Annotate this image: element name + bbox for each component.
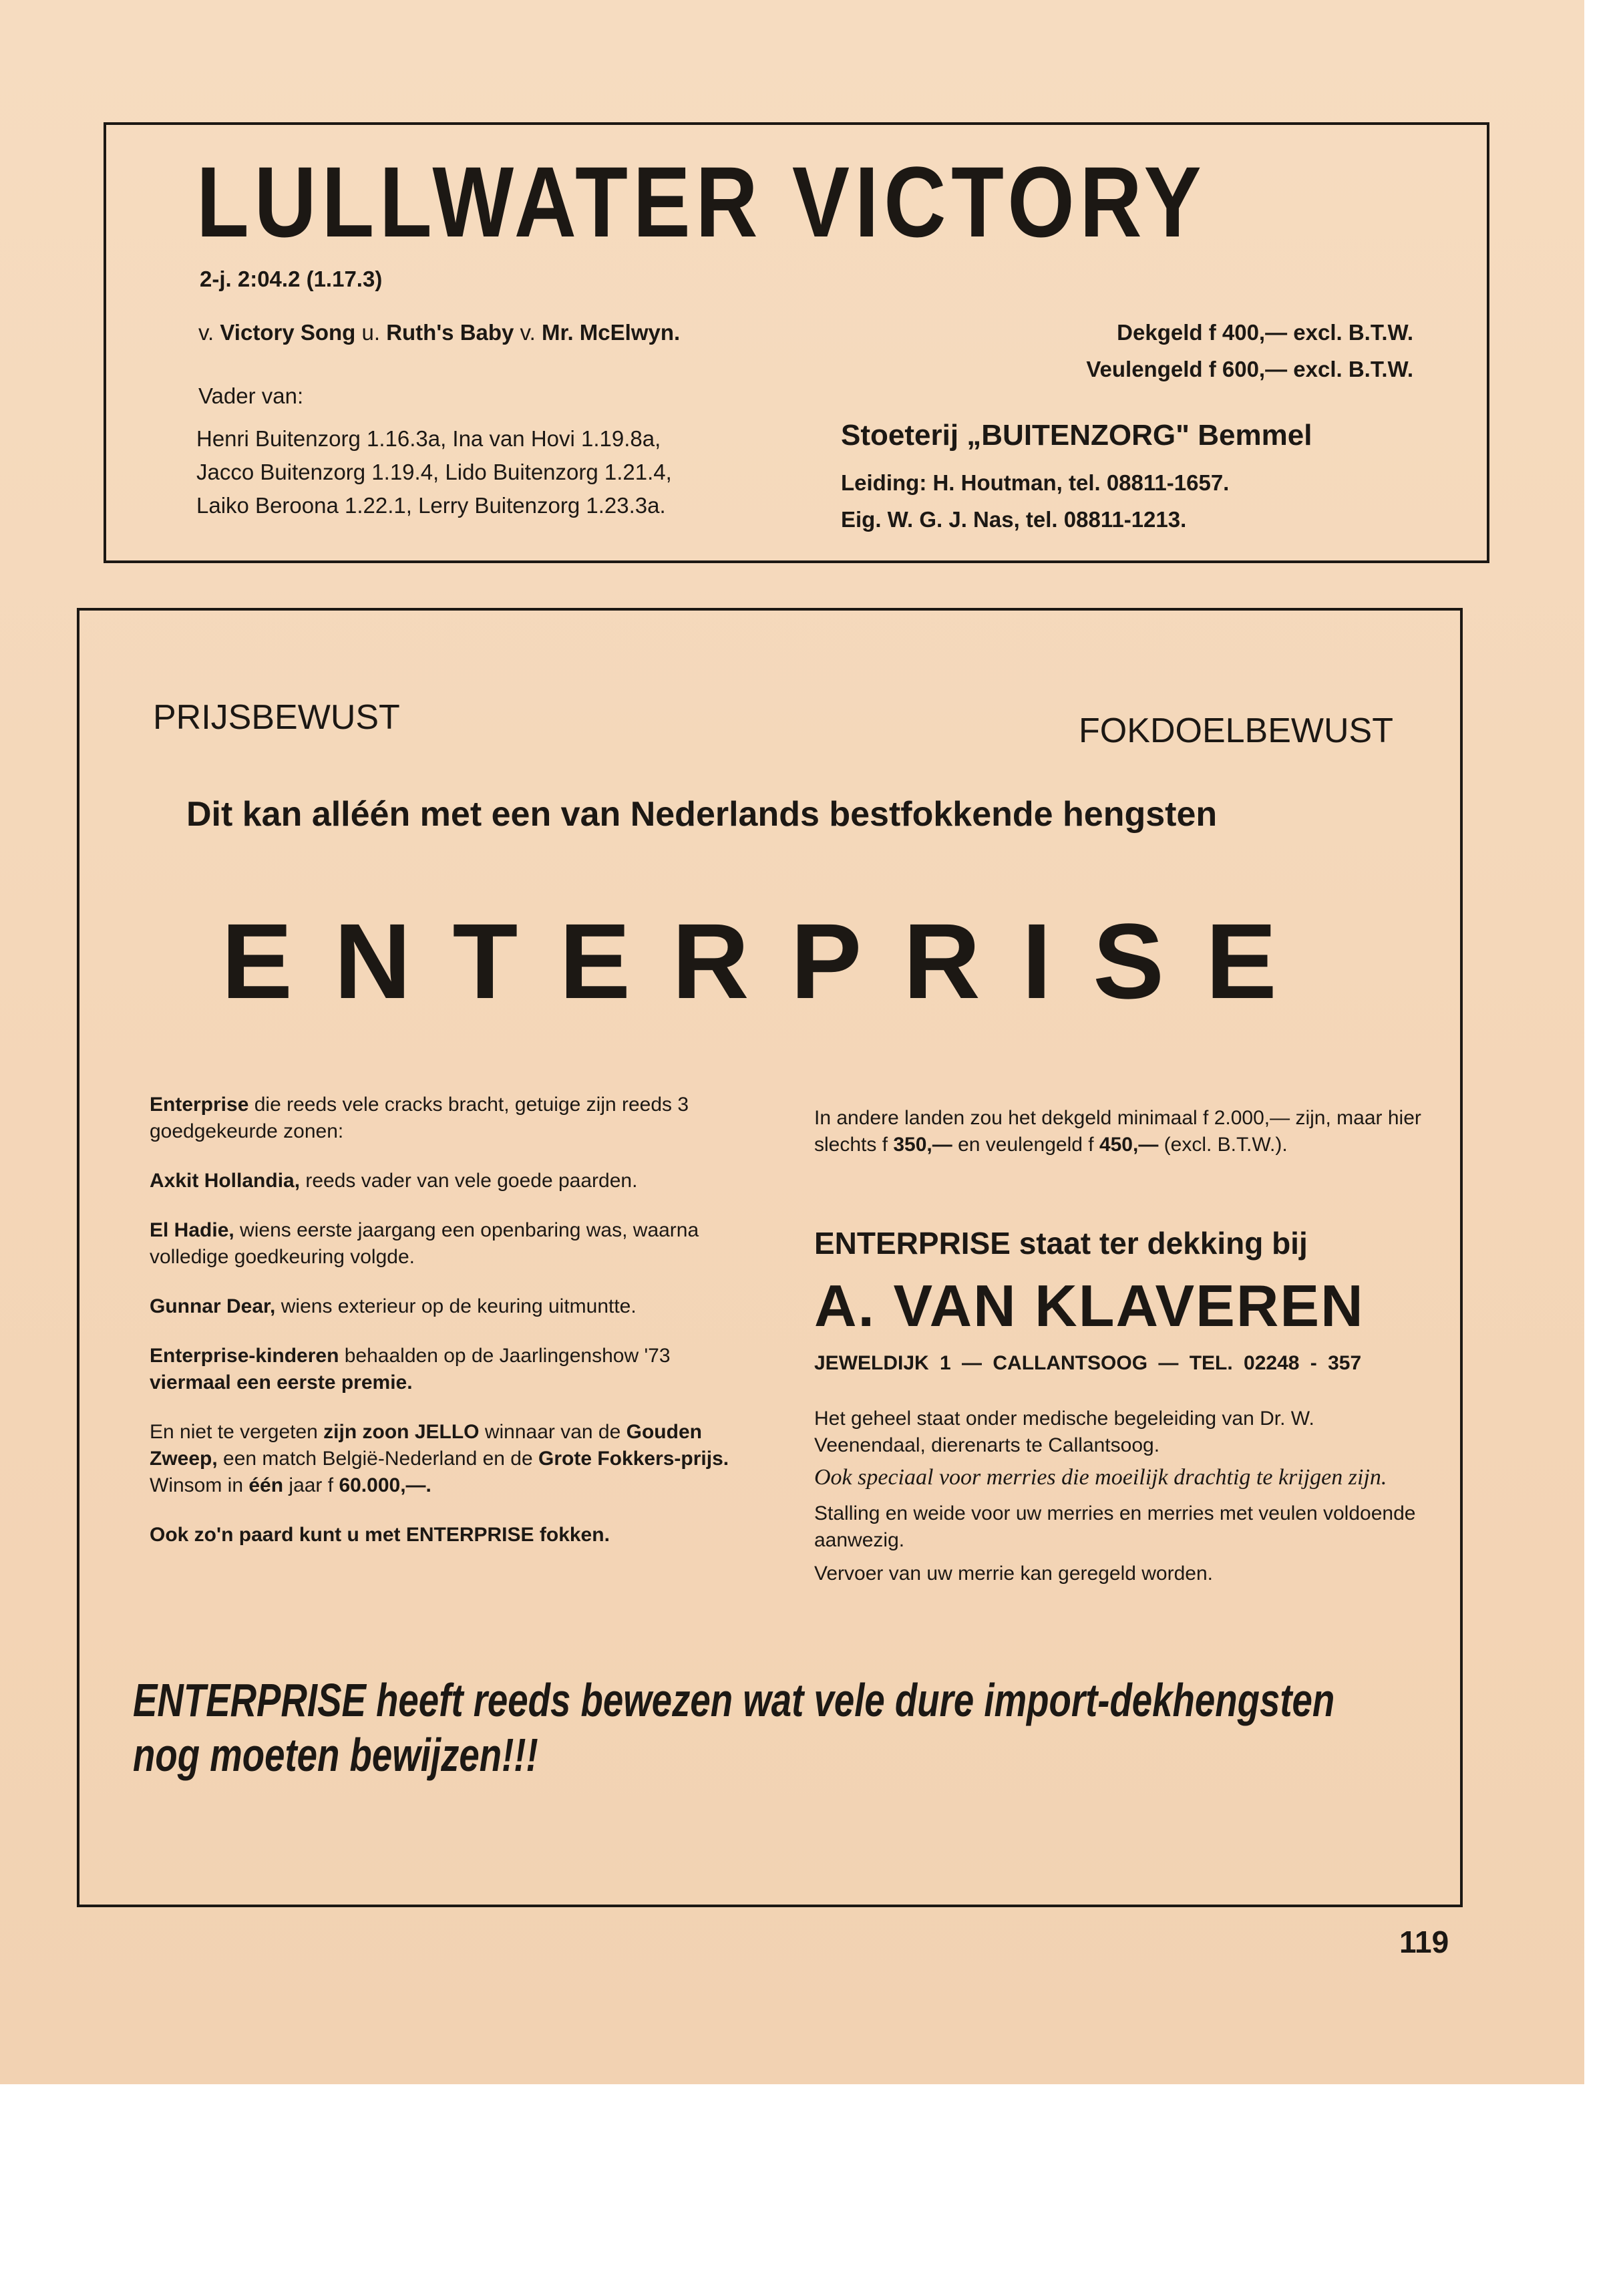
text: wiens exterieur op de keuring uitmuntte. [275, 1295, 637, 1317]
bold-text: El Hadie, [150, 1219, 234, 1241]
paragraph: Vervoer van uw merrie kan geregeld worden. [814, 1563, 1213, 1585]
pedigree-sep2: v. [514, 320, 542, 345]
slogan [133, 1673, 1334, 1782]
paragraph: Ook zo'n paard kunt u met ENTERPRISE fokken. [150, 1524, 610, 1546]
bold-text: Enterprise-kinderen [150, 1345, 339, 1367]
leiding: Leiding: H. Houtman, tel. 08811-1657. [841, 470, 1230, 495]
text: en veulengeld f [952, 1134, 1099, 1156]
bold-text: Axkit Hollandia, [150, 1170, 301, 1192]
text: jaar f [283, 1474, 339, 1496]
stoeterij: Stoeterij „BUITENZORG" Bemmel [841, 419, 1312, 452]
offspring-line: Henri Buitenzorg 1.16.3a, Ina van Hovi 1.19.8a, [196, 426, 661, 451]
paragraph [150, 1168, 751, 1194]
offspring-list [196, 422, 672, 522]
offspring-line: Jacco Buitenzorg 1.19.4, Lido Buitenzorg 1.21.4, [196, 460, 672, 484]
page-number: 119 [1399, 1925, 1449, 1959]
paragraph [814, 1105, 1422, 1158]
eigenaar: Eig. W. G. J. Nas, tel. 08811-1213. [841, 507, 1187, 532]
lullwater-victory-ad [104, 122, 1489, 563]
vader-van-label: Vader van: [198, 383, 304, 408]
veulengeld: Veulengeld f 600,— excl. B.T.W. [1086, 357, 1413, 381]
text: (excl. B.T.W.). [1158, 1134, 1288, 1156]
text: reeds vader van vele goede paarden. [300, 1170, 638, 1192]
pedigree-damsire: Mr. McElwyn. [541, 320, 681, 345]
offspring-line: Laiko Beroona 1.22.1, Lerry Buitenzorg 1.23.3a. [196, 493, 666, 518]
paragraph: Het geheel staat onder medische begeleiding van Dr. W. Veenendaal, dierenarts te Callantsoog. [814, 1408, 1314, 1456]
text: een match België-Nederland en de [217, 1448, 539, 1470]
bold-text: 60.000,—. [339, 1474, 431, 1496]
pedigree [198, 319, 680, 346]
bold-text: Grote Fokkers-prijs. [538, 1448, 729, 1470]
paragraph [150, 1419, 751, 1499]
text: winnaar van de [479, 1421, 627, 1443]
owner-address: JEWELDIJK 1 — CALLANTSOOG — TEL. 02248 - 357 [814, 1352, 1362, 1374]
slogan-line: nog moeten bewijzen!!! [133, 1729, 538, 1781]
bold-text: 350,— [893, 1134, 952, 1156]
bold-text: Gunnar Dear, [150, 1295, 276, 1317]
owner-name: A. VAN KLAVEREN [814, 1273, 1365, 1339]
slogan-line: ENTERPRISE heeft reeds bewezen wat vele dure import-dekhengsten [133, 1674, 1335, 1726]
pedigree-prefix: v. [198, 320, 220, 345]
bold-text: zijn zoon JELLO [323, 1421, 480, 1443]
bold-text: Gouden Zweep, [150, 1421, 702, 1470]
paragraph [150, 1217, 751, 1271]
paragraph: Stalling en weide voor uw merries en merries met veulen voldoende aanwezig. [814, 1502, 1416, 1551]
dekgeld: Dekgeld f 400,— excl. B.T.W. [1117, 320, 1413, 345]
right-tag: FOKDOELBEWUST [1079, 711, 1393, 750]
left-column [150, 1092, 751, 1571]
text: behaalden op de Jaarlingenshow '73 [339, 1345, 671, 1367]
text: die reeds vele cracks bracht, getuige zijn reeds 3 goedgekeurde zonen: [150, 1094, 689, 1142]
paragraph [150, 1343, 751, 1396]
stallion-name: ENTERPRISE [221, 901, 1318, 1021]
text: wiens eerste jaargang een openbaring was, waarna volledige goedkeuring volgde. [150, 1219, 699, 1268]
text: En niet te vergeten [150, 1421, 324, 1443]
bold-text: Enterprise [150, 1094, 249, 1116]
paragraph: Ook speciaal voor merries die moeilijk drachtig te krijgen zijn. [814, 1465, 1387, 1490]
pedigree-sire: Victory Song [220, 320, 356, 345]
paragraph [150, 1293, 751, 1320]
race-record: 2-j. 2:04.2 (1.17.3) [200, 267, 383, 291]
bold-text: 450,— [1099, 1134, 1159, 1156]
left-tag: PRIJSBEWUST [153, 698, 400, 737]
staat-ter-dekking: ENTERPRISE staat ter dekking bij [814, 1226, 1308, 1261]
ad-title: LULLWATER VICTORY [196, 146, 1207, 258]
pedigree-dam: Ruth's Baby [386, 320, 514, 345]
right-column-lower [814, 1406, 1422, 1610]
right-column [814, 1105, 1422, 1181]
bold-text: één [248, 1474, 284, 1496]
subtitle: Dit kan alléén met een van Nederlands bestfokkende hengsten [186, 795, 1218, 834]
text: Winsom in [150, 1474, 249, 1496]
paragraph [150, 1092, 751, 1145]
text: In andere landen zou het dekgeld minimaal f 2.000,— zijn, maar hier slechts f [814, 1107, 1421, 1156]
pedigree-sep: u. [355, 320, 387, 345]
enterprise-ad [77, 608, 1463, 1907]
bold-text: viermaal een eerste premie. [150, 1371, 413, 1393]
